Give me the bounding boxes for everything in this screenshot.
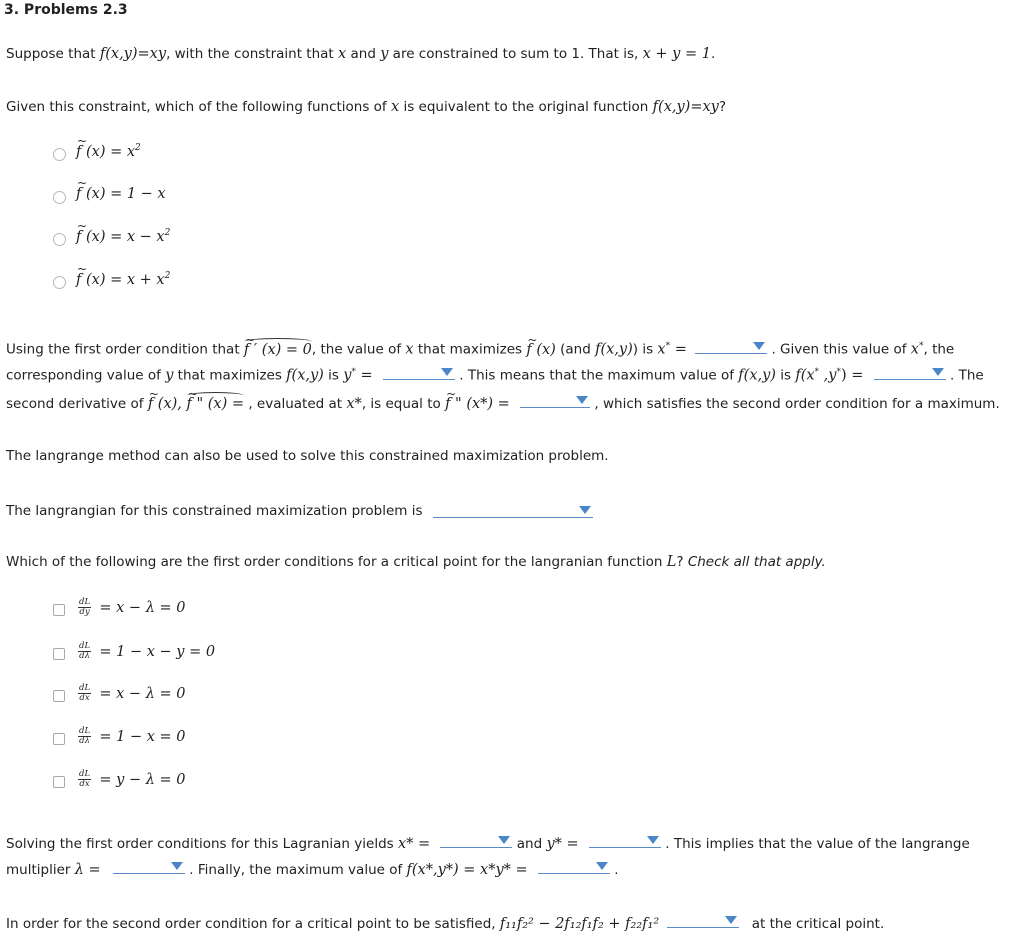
p2-l2d: is (323, 367, 344, 384)
p2-l2f: = (355, 367, 373, 384)
foc-expr: = 1 − x − y = 0 (99, 643, 216, 660)
foc-paragraph-line-1 (6, 337, 954, 359)
option-4-rest: (x) = x + x (81, 271, 165, 288)
intro-text (6, 45, 715, 63)
chevron-down-icon (576, 396, 588, 404)
option-3-rest: (x) = x − x (81, 228, 165, 245)
intro-end: . (710, 46, 716, 62)
p2-ftilde: ~ f (526, 341, 531, 359)
intro-x: x (338, 46, 347, 62)
p2-l2k: ,y (819, 367, 837, 384)
solve-l2b: λ = (74, 862, 101, 878)
p2-l3f3: ~ f (445, 395, 450, 413)
dropdown-max-value[interactable] (874, 365, 946, 380)
option-2-f: ~ f (76, 186, 81, 202)
p2-star-2: * (918, 341, 924, 351)
lagrange-intro: The langrange method can also be used to solve this constrained maximization problem. (6, 448, 609, 464)
p2-l1d: that maximizes (413, 341, 527, 358)
solve-l1c: and (516, 836, 547, 852)
p2-l1e: (x) (531, 341, 556, 358)
checkbox-foc-2[interactable] (53, 648, 65, 660)
fraction (78, 642, 91, 661)
fraction-den: dx (79, 693, 90, 703)
option-2-label (76, 186, 166, 202)
soc-expr: f₁₁f₂² − 2f₁₂f₁f₂ + f₂₂f₁² (499, 916, 660, 932)
p2-star-5: * (836, 367, 841, 377)
chevron-down-icon (441, 368, 453, 376)
intro-suffix: are constrained to sum to 1. That is, (388, 46, 643, 62)
foc-option-1 (78, 598, 185, 617)
solve-l1a: Solving the first order conditions for this Lagranian yields (6, 836, 398, 852)
foc-option-2 (78, 642, 215, 661)
checkbox-foc-3[interactable] (53, 690, 65, 702)
dropdown-y-star[interactable] (383, 365, 455, 380)
problem-title: 3. Problems 2.3 (4, 2, 128, 18)
option-1-f: ~ f (76, 144, 81, 160)
foc-q-mid: ? (676, 554, 688, 570)
p2-l1k: = (670, 341, 687, 358)
chevron-down-icon (725, 916, 737, 924)
foc-q-prefix: Which of the following are the first order conditions for a critical point for the langranian function (6, 554, 667, 570)
chevron-down-icon (753, 342, 765, 350)
dropdown-soc[interactable] (667, 913, 739, 928)
dropdown-max-lagrange[interactable] (538, 859, 610, 874)
fraction (78, 770, 91, 789)
p2-l1m: x (910, 341, 919, 358)
checkbox-foc-4[interactable] (53, 733, 65, 745)
p2-l2e: y (343, 367, 352, 384)
foc-expr: = y − λ = 0 (99, 771, 186, 788)
p2-l3g: " (x*) = (450, 396, 510, 412)
option-1-sup: 2 (135, 143, 141, 153)
p2-l3f: , is equal to (361, 396, 446, 412)
p2-l2c: f(x,y) (286, 367, 324, 384)
option-3-label (76, 228, 170, 245)
dropdown-lagrangian[interactable] (433, 503, 593, 518)
p2-l2h: f(x,y) (738, 367, 776, 384)
p2-l3e: x* (346, 396, 362, 412)
solve-l1e: . This implies that the value of the langrange (665, 836, 970, 852)
q1-end: ? (718, 99, 727, 115)
checkbox-foc-5[interactable] (53, 776, 65, 788)
foc-expr: = 1 − x = 0 (99, 728, 186, 745)
chevron-down-icon (932, 368, 944, 376)
q1-x: x (390, 99, 400, 115)
p2-star-1: * (665, 341, 671, 351)
p2-l3h: , which satisfies the second order condition for a maximum. (594, 396, 1000, 412)
intro-constraint: x + y = 1 (642, 46, 711, 62)
p2-l2j: f(x (795, 367, 815, 384)
foc-paragraph-line-2 (6, 363, 984, 385)
foc-q-em: Check all that apply. (687, 554, 826, 570)
dropdown-lambda[interactable] (113, 859, 185, 874)
chevron-down-icon (596, 862, 608, 870)
fraction-den: dλ (79, 736, 90, 746)
p2-l1a: Using the first order condition that (6, 341, 244, 358)
option-3-f: ~ f (76, 229, 81, 245)
solve-line-2 (6, 859, 619, 879)
p2-l1h: f(x,y) (595, 341, 633, 358)
p2-l3f2: ~ f (187, 395, 192, 413)
foc-question (6, 553, 826, 571)
radio-option-2[interactable] (53, 191, 66, 204)
soc-suffix: at the critical point. (751, 916, 885, 932)
soc-prefix: In order for the second order condition for a critical point to be satisfied, (6, 916, 500, 932)
foc-q-L: L (666, 554, 677, 570)
soc-line (6, 913, 884, 933)
p2-l2y: y (165, 367, 174, 384)
dropdown-solve-y[interactable] (589, 833, 661, 848)
p2-star-3: * (351, 367, 356, 377)
lagrangian-question (6, 500, 593, 520)
question-equivalent-function (6, 98, 726, 116)
solve-l2d: f(x*,y*) = x*y* = (406, 862, 528, 878)
chevron-down-icon (579, 506, 591, 514)
p2-l3c: " (x) = (191, 396, 245, 412)
chevron-down-icon (498, 836, 510, 844)
p2-l2m: . The (949, 367, 984, 384)
option-1-rest: (x) = x (81, 143, 136, 160)
option-2-rest: (x) = 1 − x (81, 186, 166, 202)
p2-l3f1: ~ f (148, 395, 153, 413)
foc-paragraph-line-3 (6, 393, 1000, 413)
checkbox-foc-1[interactable] (53, 604, 65, 616)
fraction-den: dx (79, 779, 90, 789)
p2-l2a: corresponding value of (6, 367, 166, 384)
fraction (78, 684, 91, 703)
radio-option-3[interactable] (53, 233, 66, 246)
fraction-den: dλ (79, 651, 90, 661)
p2-l1i: ) is (632, 341, 658, 358)
solve-l1b: x* = (397, 836, 431, 852)
q1-prefix: Given this constraint, which of the following functions of (6, 99, 391, 115)
p2-l3b: (x), (153, 396, 187, 412)
dropdown-second-derivative[interactable] (520, 393, 590, 408)
intro-prefix: Suppose that (6, 46, 100, 62)
p2-l2l: ) = (840, 367, 864, 384)
foc-expr: = x − λ = 0 (99, 599, 186, 616)
p2-l1x: x (405, 341, 414, 358)
fraction (78, 727, 91, 746)
q1-func: f(x,y)=xy (652, 99, 719, 115)
solve-l2e: . (614, 862, 619, 878)
option-4-f: ~ f (76, 272, 81, 288)
p2-l1j: x (657, 341, 666, 358)
p2-l3a: second derivative of (6, 396, 148, 412)
solve-l2c: . Finally, the maximum value of (189, 862, 407, 878)
foc-option-3 (78, 684, 185, 703)
p2-l1f: ~ f (244, 341, 249, 359)
q1-middle: is equivalent to the original function (399, 99, 653, 115)
option-3-sup: 2 (164, 228, 171, 238)
chevron-down-icon (647, 836, 659, 844)
chevron-down-icon (171, 862, 183, 870)
solve-l2a: multiplier (6, 862, 75, 878)
p2-l1c: , the value of (311, 341, 406, 358)
radio-option-1[interactable] (53, 148, 66, 161)
p2-l2b: that maximizes (173, 367, 287, 384)
dropdown-x-star[interactable] (695, 339, 767, 354)
intro-middle: , with the constraint that (166, 46, 339, 62)
fraction-num: dL (79, 597, 91, 607)
p2-l1g: (and (555, 341, 596, 358)
p2-l1n: , the (923, 341, 955, 358)
fraction-num: dL (79, 726, 91, 736)
p2-l2i: is (775, 367, 796, 384)
p2-star-4: * (814, 367, 820, 377)
intro-and: and (346, 46, 381, 62)
option-4-label (76, 271, 170, 288)
fraction-num: dL (79, 683, 91, 693)
foc-option-4 (78, 727, 186, 746)
solve-l1d: y* = (546, 836, 579, 852)
p2-l2g: . This means that the maximum value of (459, 367, 739, 384)
fraction-den: dy (79, 607, 90, 617)
radio-option-4[interactable] (53, 276, 66, 289)
option-4-sup: 2 (164, 271, 171, 281)
fraction (78, 598, 91, 617)
lagrangian-q-text: The langrangian for this constrained maximization problem is (6, 503, 423, 519)
p2-l3d: , evaluated at (244, 396, 347, 412)
fraction-num: dL (79, 641, 91, 651)
solve-line-1 (6, 833, 970, 853)
intro-func: f(x,y)=xy (99, 46, 167, 62)
p2-l1l: . Given this value of (771, 341, 911, 358)
foc-option-5 (78, 770, 186, 789)
fraction-num: dL (79, 769, 91, 779)
foc-expr: = x − λ = 0 (99, 685, 186, 702)
intro-y: y (380, 46, 389, 62)
dropdown-solve-x[interactable] (440, 833, 512, 848)
option-1-label (76, 143, 141, 160)
p2-fprime (244, 341, 312, 359)
p2-l1b: ′ (x) = 0 (249, 341, 312, 358)
